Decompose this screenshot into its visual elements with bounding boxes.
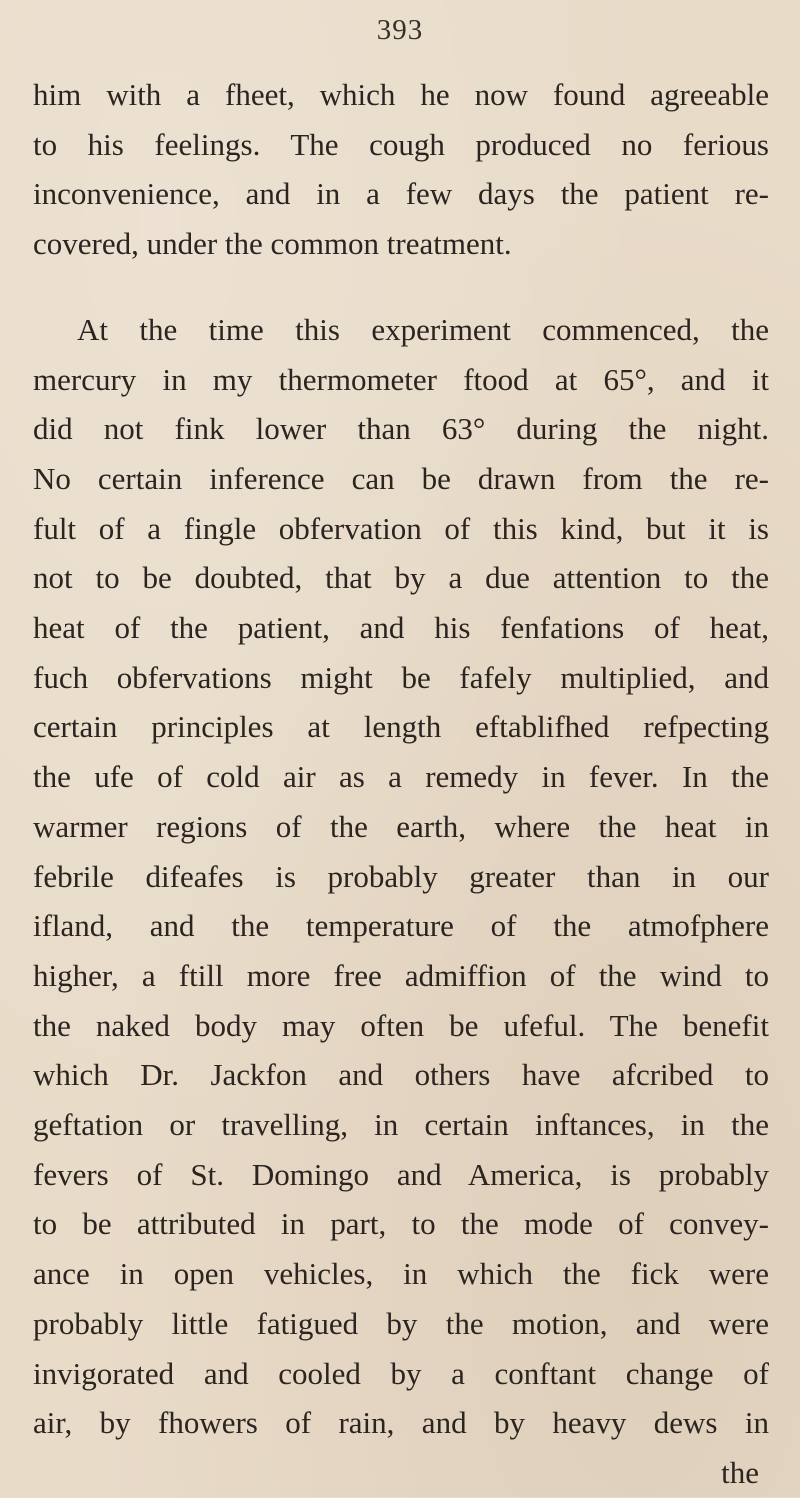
page-number: 393: [376, 14, 424, 46]
text-line: certain principles at length eftablifhed refpecting: [33, 709, 769, 745]
text-line: which Dr. Jackfon and others have afcribed to: [33, 1057, 769, 1093]
text-line: him with a fheet, which he now found agreeable: [33, 77, 769, 112]
text-line: fevers of St. Domingo and America, is probably: [33, 1156, 769, 1192]
text-line: air, by fhowers of rain, and by heavy dews in: [33, 1405, 769, 1441]
text-line: At the time this experiment commenced, the: [77, 311, 769, 347]
text-line: geftation or travelling, in certain inftances, in the: [33, 1107, 769, 1143]
paragraph-1: [33, 70, 769, 269]
text-line: mercury in my thermometer ftood at 65°, and it: [33, 361, 769, 397]
text-line: No certain inference can be drawn from the re-: [33, 460, 769, 496]
text-line: the naked body may often be ufeful. The benefit: [33, 1007, 769, 1043]
paragraph-gap: [33, 269, 769, 305]
text-line: ifland, and the temperature of the atmofphere: [33, 908, 769, 944]
catchword: the: [721, 1454, 759, 1490]
text-line: fuch obfervations might be fafely multiplied, and: [33, 659, 769, 695]
text-line: warmer regions of the earth, where the heat in: [33, 808, 769, 844]
text-line: invigorated and cooled by a conftant change of: [33, 1355, 769, 1391]
text-line: did not fink lower than 63° during the night.: [33, 411, 769, 447]
text-line: febrile difeafes is probably greater than in our: [33, 858, 769, 894]
paragraph-2: [33, 305, 769, 1498]
text-line: fult of a fingle obfervation of this kind, but it is: [33, 510, 769, 546]
text-line: covered, under the common treatment.: [33, 226, 512, 262]
text-line: inconvenience, and in a few days the patient re-: [33, 176, 769, 212]
text-line: probably little fatigued by the motion, and were: [33, 1305, 769, 1341]
body-text: [33, 70, 769, 1498]
text-line: ance in open vehicles, in which the fick were: [33, 1256, 769, 1292]
text-line: not to be doubted, that by a due attention to the: [33, 560, 769, 596]
text-line: heat of the patient, and his fenfations of heat,: [33, 610, 769, 646]
text-line: the ufe of cold air as a remedy in fever. In the: [33, 759, 769, 795]
text-line: to be attributed in part, to the mode of convey-: [33, 1206, 769, 1242]
text-line: higher, a ftill more free admiffion of the wind to: [33, 957, 769, 993]
text-line: to his feelings. The cough produced no ferious: [33, 126, 769, 162]
